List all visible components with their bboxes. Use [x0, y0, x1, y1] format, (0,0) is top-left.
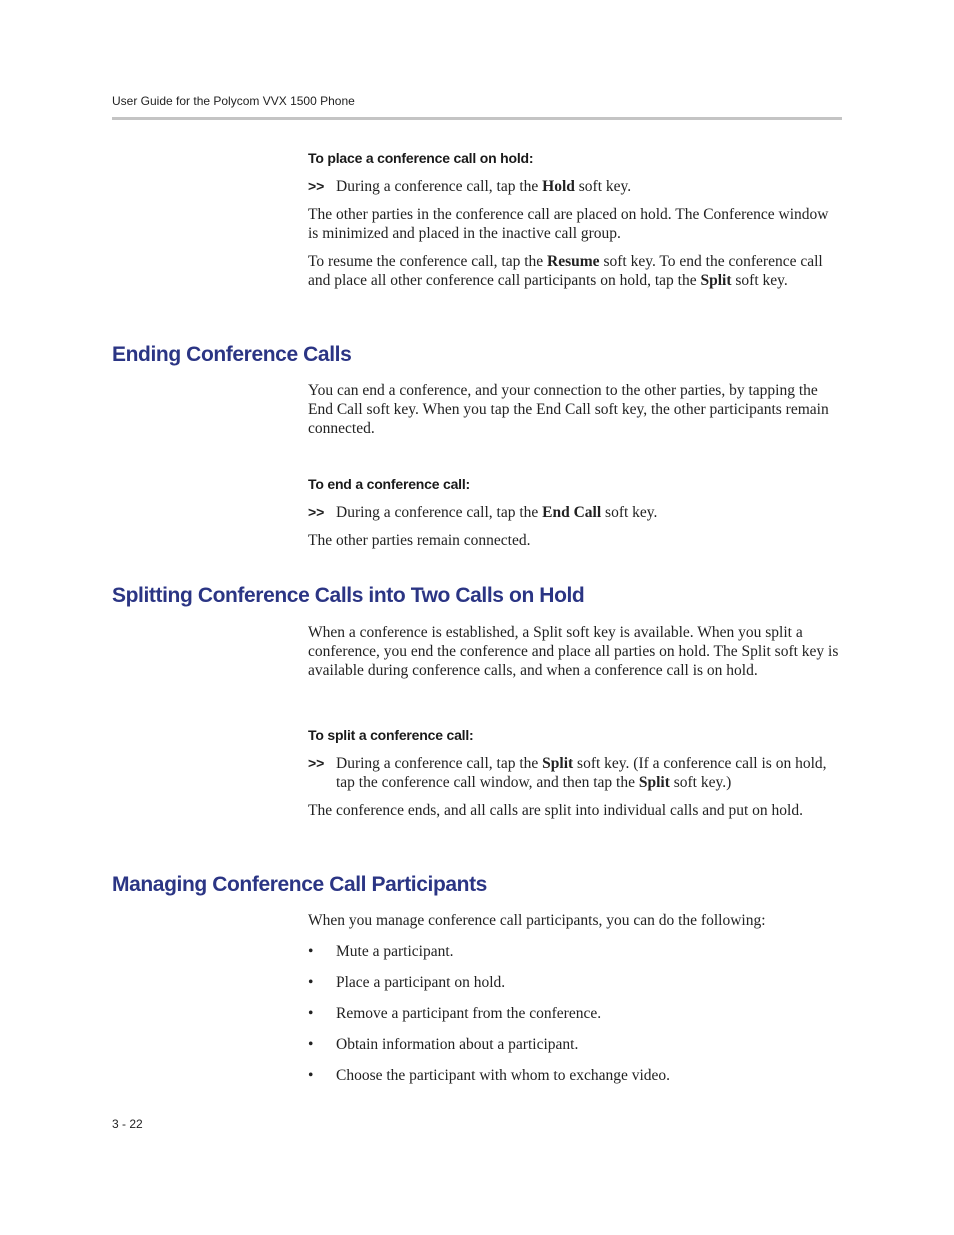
step-hold	[308, 177, 842, 196]
list-item: • Mute a participant.	[308, 943, 454, 960]
list-item: • Obtain information about a participant.	[308, 1036, 579, 1053]
soft-key-name: Hold	[542, 178, 575, 195]
participant-actions-list	[308, 942, 842, 1097]
running-header: User Guide for the Polycom VVX 1500 Phone	[112, 94, 355, 108]
step-text: During a conference call, tap the Hold soft key.	[336, 178, 632, 195]
section-title-ending: Ending Conference Calls	[112, 343, 352, 366]
list-item: • Choose the participant with whom to exchange video.	[308, 1067, 671, 1084]
step-arrow: >>	[308, 755, 325, 771]
splitting-result-paragraph: The conference ends, and all calls are split into individual calls and put on hold.	[308, 802, 803, 819]
bullet-glyph: •	[308, 974, 314, 991]
section-title-managing: Managing Conference Call Participants	[112, 873, 487, 896]
page-number: 3 - 22	[112, 1117, 143, 1131]
section-title-splitting: Splitting Conference Calls into Two Calls on Hold	[112, 584, 585, 607]
list-item: • Place a participant on hold.	[308, 974, 506, 991]
step-text: During a conference call, tap the End Call soft key.	[336, 504, 658, 521]
bullet-glyph: •	[308, 1036, 314, 1053]
step-split	[308, 754, 842, 792]
step-arrow: >>	[308, 504, 325, 520]
list-item: • Remove a participant from the conference.	[308, 1005, 602, 1022]
procedure-title-end: To end a conference call:	[308, 476, 471, 492]
step-end	[308, 503, 842, 522]
procedure-title-split: To split a conference call:	[308, 727, 474, 743]
bullet-glyph: •	[308, 943, 314, 960]
procedure-title-hold: To place a conference call on hold:	[308, 150, 534, 166]
splitting-intro-paragraph: When a conference is established, a Split soft key is available. When you split a conference, you end the conference and place all parties on hold. The Split soft key is available during conference calls, and when a conference call is on hold.	[308, 624, 839, 679]
hold-resume-paragraph: To resume the conference call, tap the Resume soft key. To end the conference call and place all other conference call participants on hold, tap the Split soft key.	[308, 253, 823, 289]
ending-result-paragraph: The other parties remain connected.	[308, 532, 531, 549]
managing-intro-paragraph: When you manage conference call participants, you can do the following:	[308, 912, 766, 929]
step-arrow: >>	[308, 178, 325, 194]
bullet-glyph: •	[308, 1005, 314, 1022]
ending-intro-paragraph: You can end a conference, and your connection to the other parties, by tapping the End Call soft key. When you tap the End Call soft key, the other participants remain connected.	[308, 382, 829, 437]
hold-result-paragraph: The other parties in the conference call are placed on hold. The Conference window is minimized and placed in the inactive call group.	[308, 206, 829, 242]
soft-key-name: End Call	[542, 504, 602, 521]
bullet-glyph: •	[308, 1067, 314, 1084]
step-text: During a conference call, tap the Split soft key. (If a conference call is on hold, tap the conference call window, and then tap the Split soft key.)	[336, 755, 827, 791]
header-rule	[112, 117, 842, 120]
